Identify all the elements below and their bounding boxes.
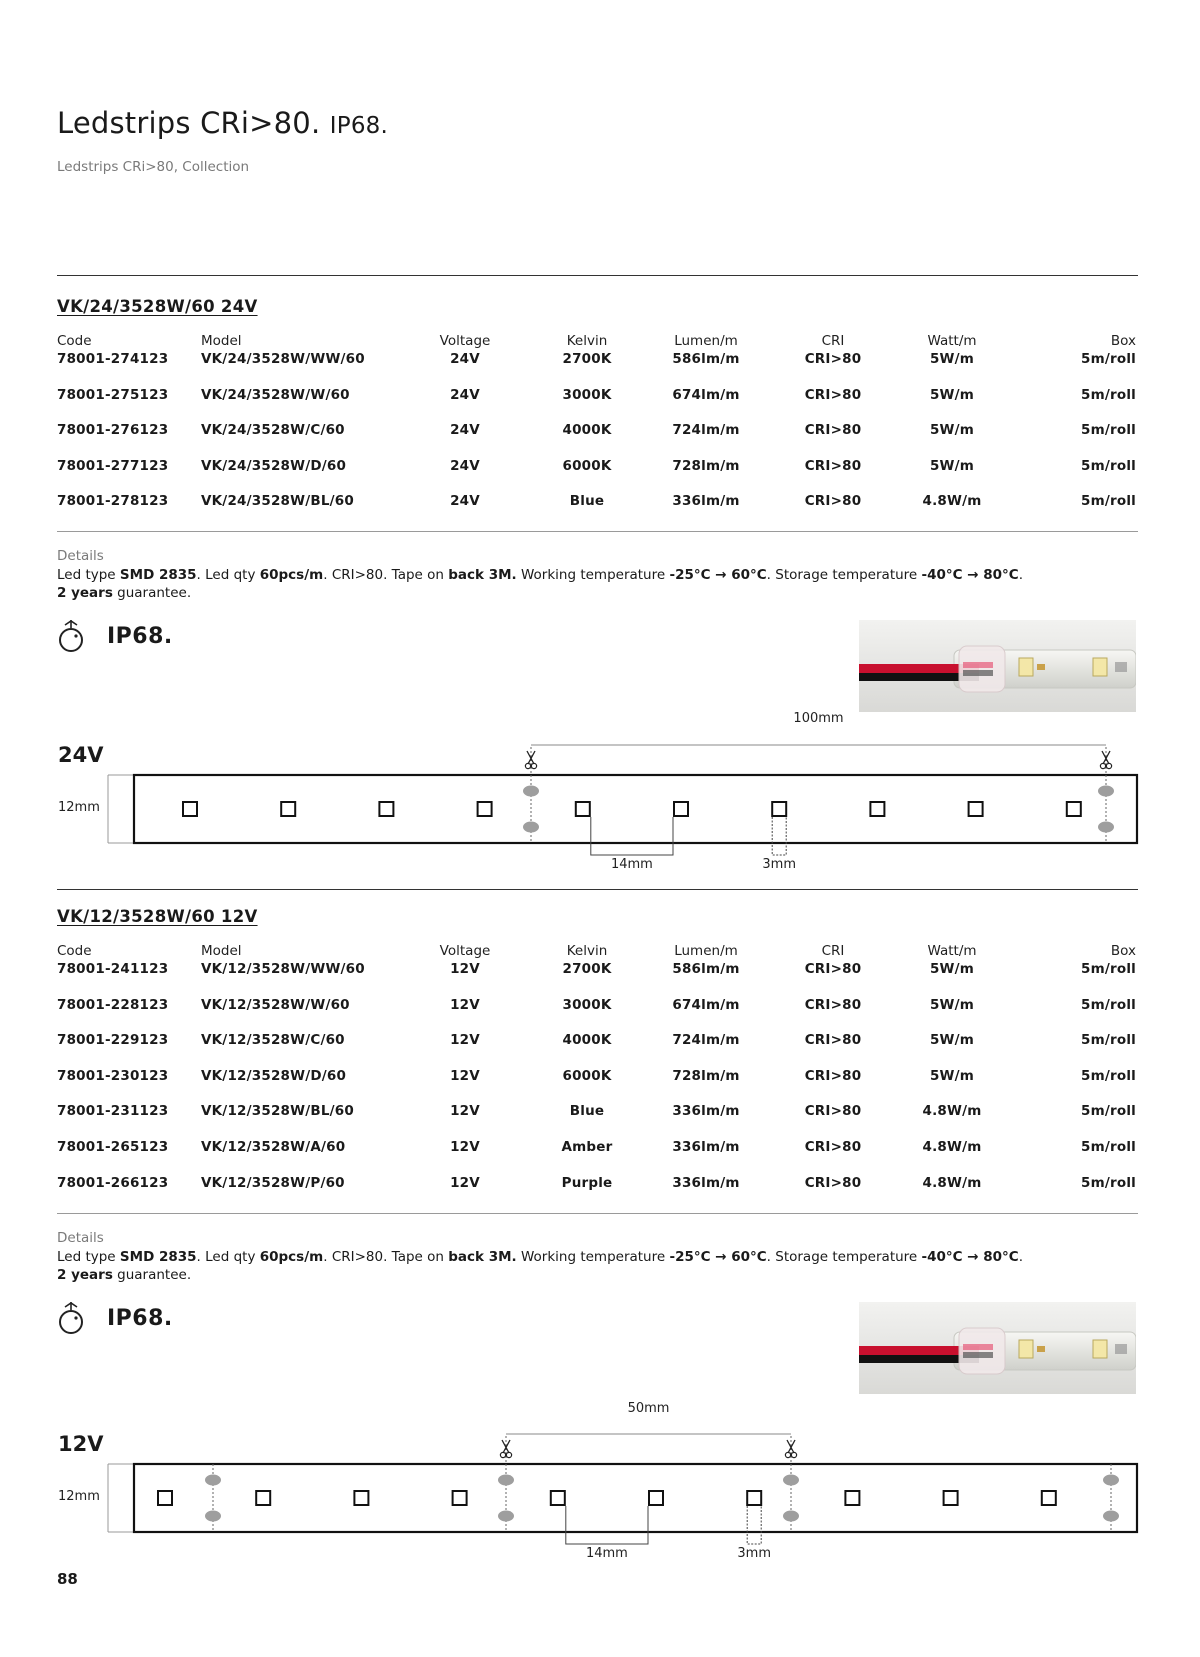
details-fragment: Working temperature bbox=[516, 1249, 670, 1265]
table-cell: 5W/m bbox=[929, 1032, 975, 1049]
table-cell: 24V bbox=[450, 422, 480, 439]
details-fragment: . CRI>80. Tape bbox=[323, 567, 428, 583]
table-cell: 78001-276123 bbox=[57, 422, 169, 439]
details-fragment: . Storage temperature bbox=[766, 1249, 922, 1265]
table-cell: 336lm/m bbox=[672, 493, 740, 510]
led-chip bbox=[379, 802, 393, 816]
table-cell: 4.8W/m bbox=[922, 493, 982, 510]
details-fragment: Led type bbox=[57, 567, 120, 583]
table-cell: 3000K bbox=[562, 996, 612, 1013]
table-cell: CRI>80 bbox=[804, 1067, 862, 1084]
led-chip bbox=[354, 1491, 368, 1505]
table-cell: 78001-266123 bbox=[57, 1174, 169, 1191]
details-fragment: -25°C → 60°C bbox=[669, 1249, 767, 1265]
table-cell: 5m/roll bbox=[1081, 422, 1136, 439]
column-header: Watt/m bbox=[927, 943, 977, 959]
details-fragment: back 3M. bbox=[448, 567, 517, 583]
table-cell: VK/12/3528W/D/60 bbox=[201, 1067, 347, 1084]
table-cell: 12V bbox=[450, 1174, 480, 1191]
table-cell: CRI>80 bbox=[804, 1103, 862, 1120]
solder-pad bbox=[783, 1511, 799, 1522]
page-title bbox=[57, 106, 388, 140]
pitch-label: 14mm bbox=[585, 1546, 628, 1561]
table-cell: 12V bbox=[450, 1103, 480, 1120]
column-header: CRI bbox=[821, 943, 845, 959]
led-chip bbox=[674, 802, 688, 816]
ip68-drop-icon bbox=[56, 1301, 86, 1341]
table-cell: CRI>80 bbox=[804, 1174, 862, 1191]
details-fragment: 2 years bbox=[57, 1267, 113, 1283]
table-cell: CRI>80 bbox=[804, 422, 862, 439]
strip-body bbox=[134, 1464, 1137, 1532]
led-chip bbox=[649, 1491, 663, 1505]
column-header: Voltage bbox=[439, 943, 491, 959]
solder-pad bbox=[205, 1511, 221, 1522]
solder-pad bbox=[1098, 822, 1114, 833]
table-cell: 6000K bbox=[562, 1067, 612, 1084]
solder-pad bbox=[205, 1475, 221, 1486]
led-chip bbox=[944, 1491, 958, 1505]
height-dimension-label: 12mm bbox=[58, 800, 100, 815]
table-cell: 24V bbox=[450, 493, 480, 510]
table-cell: 78001-241123 bbox=[57, 961, 169, 977]
table-cell: 78001-265123 bbox=[57, 1139, 169, 1155]
column-header: Box bbox=[1110, 943, 1136, 959]
page-subtitle: Ledstrips CRi>80, Collection bbox=[57, 159, 250, 175]
led-chip bbox=[281, 802, 295, 816]
table-cell: CRI>80 bbox=[804, 1139, 862, 1155]
page-number: 88 bbox=[57, 1570, 78, 1588]
table-cell: Purple bbox=[561, 1174, 613, 1191]
table-cell: CRI>80 bbox=[804, 1032, 862, 1049]
column-header: Lumen/m bbox=[674, 943, 738, 959]
column-header: Model bbox=[201, 333, 242, 349]
details-fragment: . CRI>80. Tape bbox=[323, 1249, 428, 1265]
table-cell: VK/12/3528W/WW/60 bbox=[201, 961, 365, 977]
column-header: Code bbox=[57, 943, 92, 959]
table-cell: Amber bbox=[561, 1139, 613, 1155]
table-cell: CRI>80 bbox=[804, 457, 862, 474]
table-cell: 5W/m bbox=[929, 386, 975, 403]
table-cell: 5m/roll bbox=[1081, 493, 1136, 510]
solder-pad bbox=[1098, 786, 1114, 797]
table-cell: VK/24/3528W/C/60 bbox=[201, 422, 345, 439]
diagram-voltage-label: 12V bbox=[58, 1432, 104, 1456]
details-fragment: Working temperature bbox=[516, 567, 670, 583]
table-cell: 78001-231123 bbox=[57, 1103, 169, 1120]
section-title: VK/12/3528W/60 12V bbox=[57, 907, 258, 926]
section-title: VK/24/3528W/60 24V bbox=[57, 297, 258, 316]
column-header: Kelvin bbox=[566, 943, 608, 959]
details-fragment: -40°C → 80°C bbox=[921, 1249, 1019, 1265]
table-cell: 12V bbox=[450, 1032, 480, 1049]
column-header: Kelvin bbox=[566, 333, 608, 349]
solder-pad bbox=[1103, 1475, 1119, 1486]
details-fragment: on bbox=[427, 567, 449, 583]
led-chip bbox=[1067, 802, 1081, 816]
section-divider bbox=[57, 889, 1138, 890]
table-cell: 24V bbox=[450, 351, 480, 367]
table-cell: 5W/m bbox=[929, 1067, 975, 1084]
table-cell: 4.8W/m bbox=[922, 1139, 982, 1155]
led-chip bbox=[772, 802, 786, 816]
table-cell: 78001-277123 bbox=[57, 457, 169, 474]
ip68-drop-icon bbox=[56, 619, 86, 659]
table-cell: VK/24/3528W/BL/60 bbox=[201, 493, 354, 510]
table-cell: 5m/roll bbox=[1081, 961, 1136, 977]
table-cell: 724lm/m bbox=[672, 422, 740, 439]
details-fragment: 2 years bbox=[57, 585, 113, 601]
solder-pad bbox=[783, 1475, 799, 1486]
details-fragment: 60pcs/m bbox=[259, 1249, 324, 1265]
led-chip bbox=[1042, 1491, 1056, 1505]
details-text bbox=[57, 1248, 1137, 1284]
table-cell: 12V bbox=[450, 961, 480, 977]
title-suffix: IP68. bbox=[329, 113, 389, 139]
column-header: Box bbox=[1110, 333, 1136, 349]
table-cell: 674lm/m bbox=[672, 996, 740, 1013]
table-cell: 5W/m bbox=[929, 457, 975, 474]
table-cell: VK/12/3528W/P/60 bbox=[201, 1174, 345, 1191]
details-fragment: -40°C → 80°C bbox=[921, 567, 1019, 583]
table-cell: 5m/roll bbox=[1081, 457, 1136, 474]
table-cell: 336lm/m bbox=[672, 1174, 740, 1191]
table-cell: VK/12/3528W/C/60 bbox=[201, 1032, 345, 1049]
table-cell: CRI>80 bbox=[804, 386, 862, 403]
table-cell: Blue bbox=[569, 1103, 605, 1120]
table-cell: VK/12/3528W/BL/60 bbox=[201, 1103, 354, 1120]
led-chip bbox=[478, 802, 492, 816]
led-chip bbox=[453, 1491, 467, 1505]
table-cell: 4000K bbox=[562, 422, 612, 439]
table-cell: VK/24/3528W/W/60 bbox=[201, 386, 350, 403]
led-chip bbox=[256, 1491, 270, 1505]
solder-pad bbox=[498, 1475, 514, 1486]
table-cell: 6000K bbox=[562, 457, 612, 474]
column-header: Watt/m bbox=[927, 333, 977, 349]
table-cell: 2700K bbox=[562, 351, 612, 367]
details-fragment: SMD 2835 bbox=[119, 1249, 197, 1265]
table-cell: 78001-230123 bbox=[57, 1067, 169, 1084]
details-fragment: . Led qty bbox=[196, 567, 260, 583]
column-header: CRI bbox=[821, 333, 845, 349]
table-cell: 674lm/m bbox=[672, 386, 740, 403]
column-header: Code bbox=[57, 333, 92, 349]
details-label: Details bbox=[57, 548, 104, 564]
strip-diagram bbox=[0, 1414, 1200, 1562]
table-cell: CRI>80 bbox=[804, 351, 862, 367]
table-cell: VK/12/3528W/A/60 bbox=[201, 1139, 346, 1155]
product-photo bbox=[859, 1302, 1136, 1394]
solder-pad bbox=[1103, 1511, 1119, 1522]
led-chip bbox=[183, 802, 197, 816]
table-cell: CRI>80 bbox=[804, 493, 862, 510]
details-fragment: on bbox=[427, 1249, 449, 1265]
led-chip bbox=[158, 1491, 172, 1505]
details-fragment: SMD 2835 bbox=[119, 567, 197, 583]
led-size-label: 3mm bbox=[762, 857, 796, 872]
table-cell: 12V bbox=[450, 1139, 480, 1155]
title-main: Ledstrips CRi>80. bbox=[57, 106, 321, 140]
details-label: Details bbox=[57, 1230, 104, 1246]
table-cell: 336lm/m bbox=[672, 1103, 740, 1120]
details-fragment: 60pcs/m bbox=[259, 567, 324, 583]
table-cell: 12V bbox=[450, 1067, 480, 1084]
table-cell: VK/12/3528W/W/60 bbox=[201, 996, 350, 1013]
led-chip bbox=[969, 802, 983, 816]
table-cell: 5m/roll bbox=[1081, 1139, 1136, 1155]
table-cell: 5m/roll bbox=[1081, 351, 1136, 367]
table-cell: 4000K bbox=[562, 1032, 612, 1049]
table-cell: 4.8W/m bbox=[922, 1174, 982, 1191]
product-photo bbox=[859, 620, 1136, 712]
cut-length-label: 50mm bbox=[627, 1401, 670, 1416]
table-cell: 24V bbox=[450, 386, 480, 403]
table-cell: 586lm/m bbox=[672, 351, 740, 367]
solder-pad bbox=[498, 1511, 514, 1522]
solder-pad bbox=[523, 822, 539, 833]
pitch-label: 14mm bbox=[610, 857, 653, 872]
column-header: Voltage bbox=[439, 333, 491, 349]
table-cell: 5m/roll bbox=[1081, 996, 1136, 1013]
led-chip bbox=[845, 1491, 859, 1505]
table-cell: 78001-229123 bbox=[57, 1032, 169, 1049]
led-chip bbox=[551, 1491, 565, 1505]
details-text bbox=[57, 566, 1137, 602]
table-cell: 12V bbox=[450, 996, 480, 1013]
led-size-label: 3mm bbox=[737, 1546, 771, 1561]
details-fragment: . Led qty bbox=[196, 1249, 260, 1265]
diagram-voltage-label: 24V bbox=[58, 743, 104, 767]
table-cell: 5m/roll bbox=[1081, 1174, 1136, 1191]
details-fragment: guarantee. bbox=[112, 585, 192, 601]
table-cell: 5m/roll bbox=[1081, 1103, 1136, 1120]
height-dimension-label: 12mm bbox=[58, 1489, 100, 1504]
table-cell: 586lm/m bbox=[672, 961, 740, 977]
ip-rating-label: IP68. bbox=[107, 1306, 173, 1331]
table-cell: 728lm/m bbox=[672, 457, 740, 474]
table-cell: 5W/m bbox=[929, 961, 975, 977]
solder-pad bbox=[523, 786, 539, 797]
table-cell: 5W/m bbox=[929, 422, 975, 439]
led-chip bbox=[870, 802, 884, 816]
table-cell: Blue bbox=[569, 493, 605, 510]
table-cell: VK/24/3528W/WW/60 bbox=[201, 351, 365, 367]
column-header: Lumen/m bbox=[674, 333, 738, 349]
details-fragment: . bbox=[1018, 567, 1024, 583]
table-cell: CRI>80 bbox=[804, 961, 862, 977]
table-divider bbox=[57, 1213, 1138, 1214]
details-fragment: Led type bbox=[57, 1249, 120, 1265]
section-divider bbox=[57, 275, 1138, 276]
table-cell: 728lm/m bbox=[672, 1067, 740, 1084]
strip-diagram bbox=[0, 725, 1200, 873]
table-cell: VK/24/3528W/D/60 bbox=[201, 457, 347, 474]
led-chip bbox=[576, 802, 590, 816]
ip-rating-label: IP68. bbox=[107, 624, 173, 649]
table-cell: 336lm/m bbox=[672, 1139, 740, 1155]
table-cell: 2700K bbox=[562, 961, 612, 977]
table-cell: 78001-274123 bbox=[57, 351, 169, 367]
cut-length-label: 100mm bbox=[793, 711, 844, 726]
column-header: Model bbox=[201, 943, 242, 959]
table-cell: 78001-275123 bbox=[57, 386, 169, 403]
table-cell: 78001-278123 bbox=[57, 493, 169, 510]
table-cell: 3000K bbox=[562, 386, 612, 403]
table-cell: 78001-228123 bbox=[57, 996, 169, 1013]
led-chip bbox=[747, 1491, 761, 1505]
table-cell: 5W/m bbox=[929, 996, 975, 1013]
table-divider bbox=[57, 531, 1138, 532]
details-fragment: back 3M. bbox=[448, 1249, 517, 1265]
table-cell: 5W/m bbox=[929, 351, 975, 367]
table-cell: 5m/roll bbox=[1081, 386, 1136, 403]
table-cell: 5m/roll bbox=[1081, 1032, 1136, 1049]
table-cell: 24V bbox=[450, 457, 480, 474]
details-fragment: . Storage temperature bbox=[766, 567, 922, 583]
table-cell: 5m/roll bbox=[1081, 1067, 1136, 1084]
table-cell: CRI>80 bbox=[804, 996, 862, 1013]
table-cell: 724lm/m bbox=[672, 1032, 740, 1049]
details-fragment: . bbox=[1018, 1249, 1024, 1265]
details-fragment: -25°C → 60°C bbox=[669, 567, 767, 583]
details-fragment: guarantee. bbox=[112, 1267, 192, 1283]
table-cell: 4.8W/m bbox=[922, 1103, 982, 1120]
